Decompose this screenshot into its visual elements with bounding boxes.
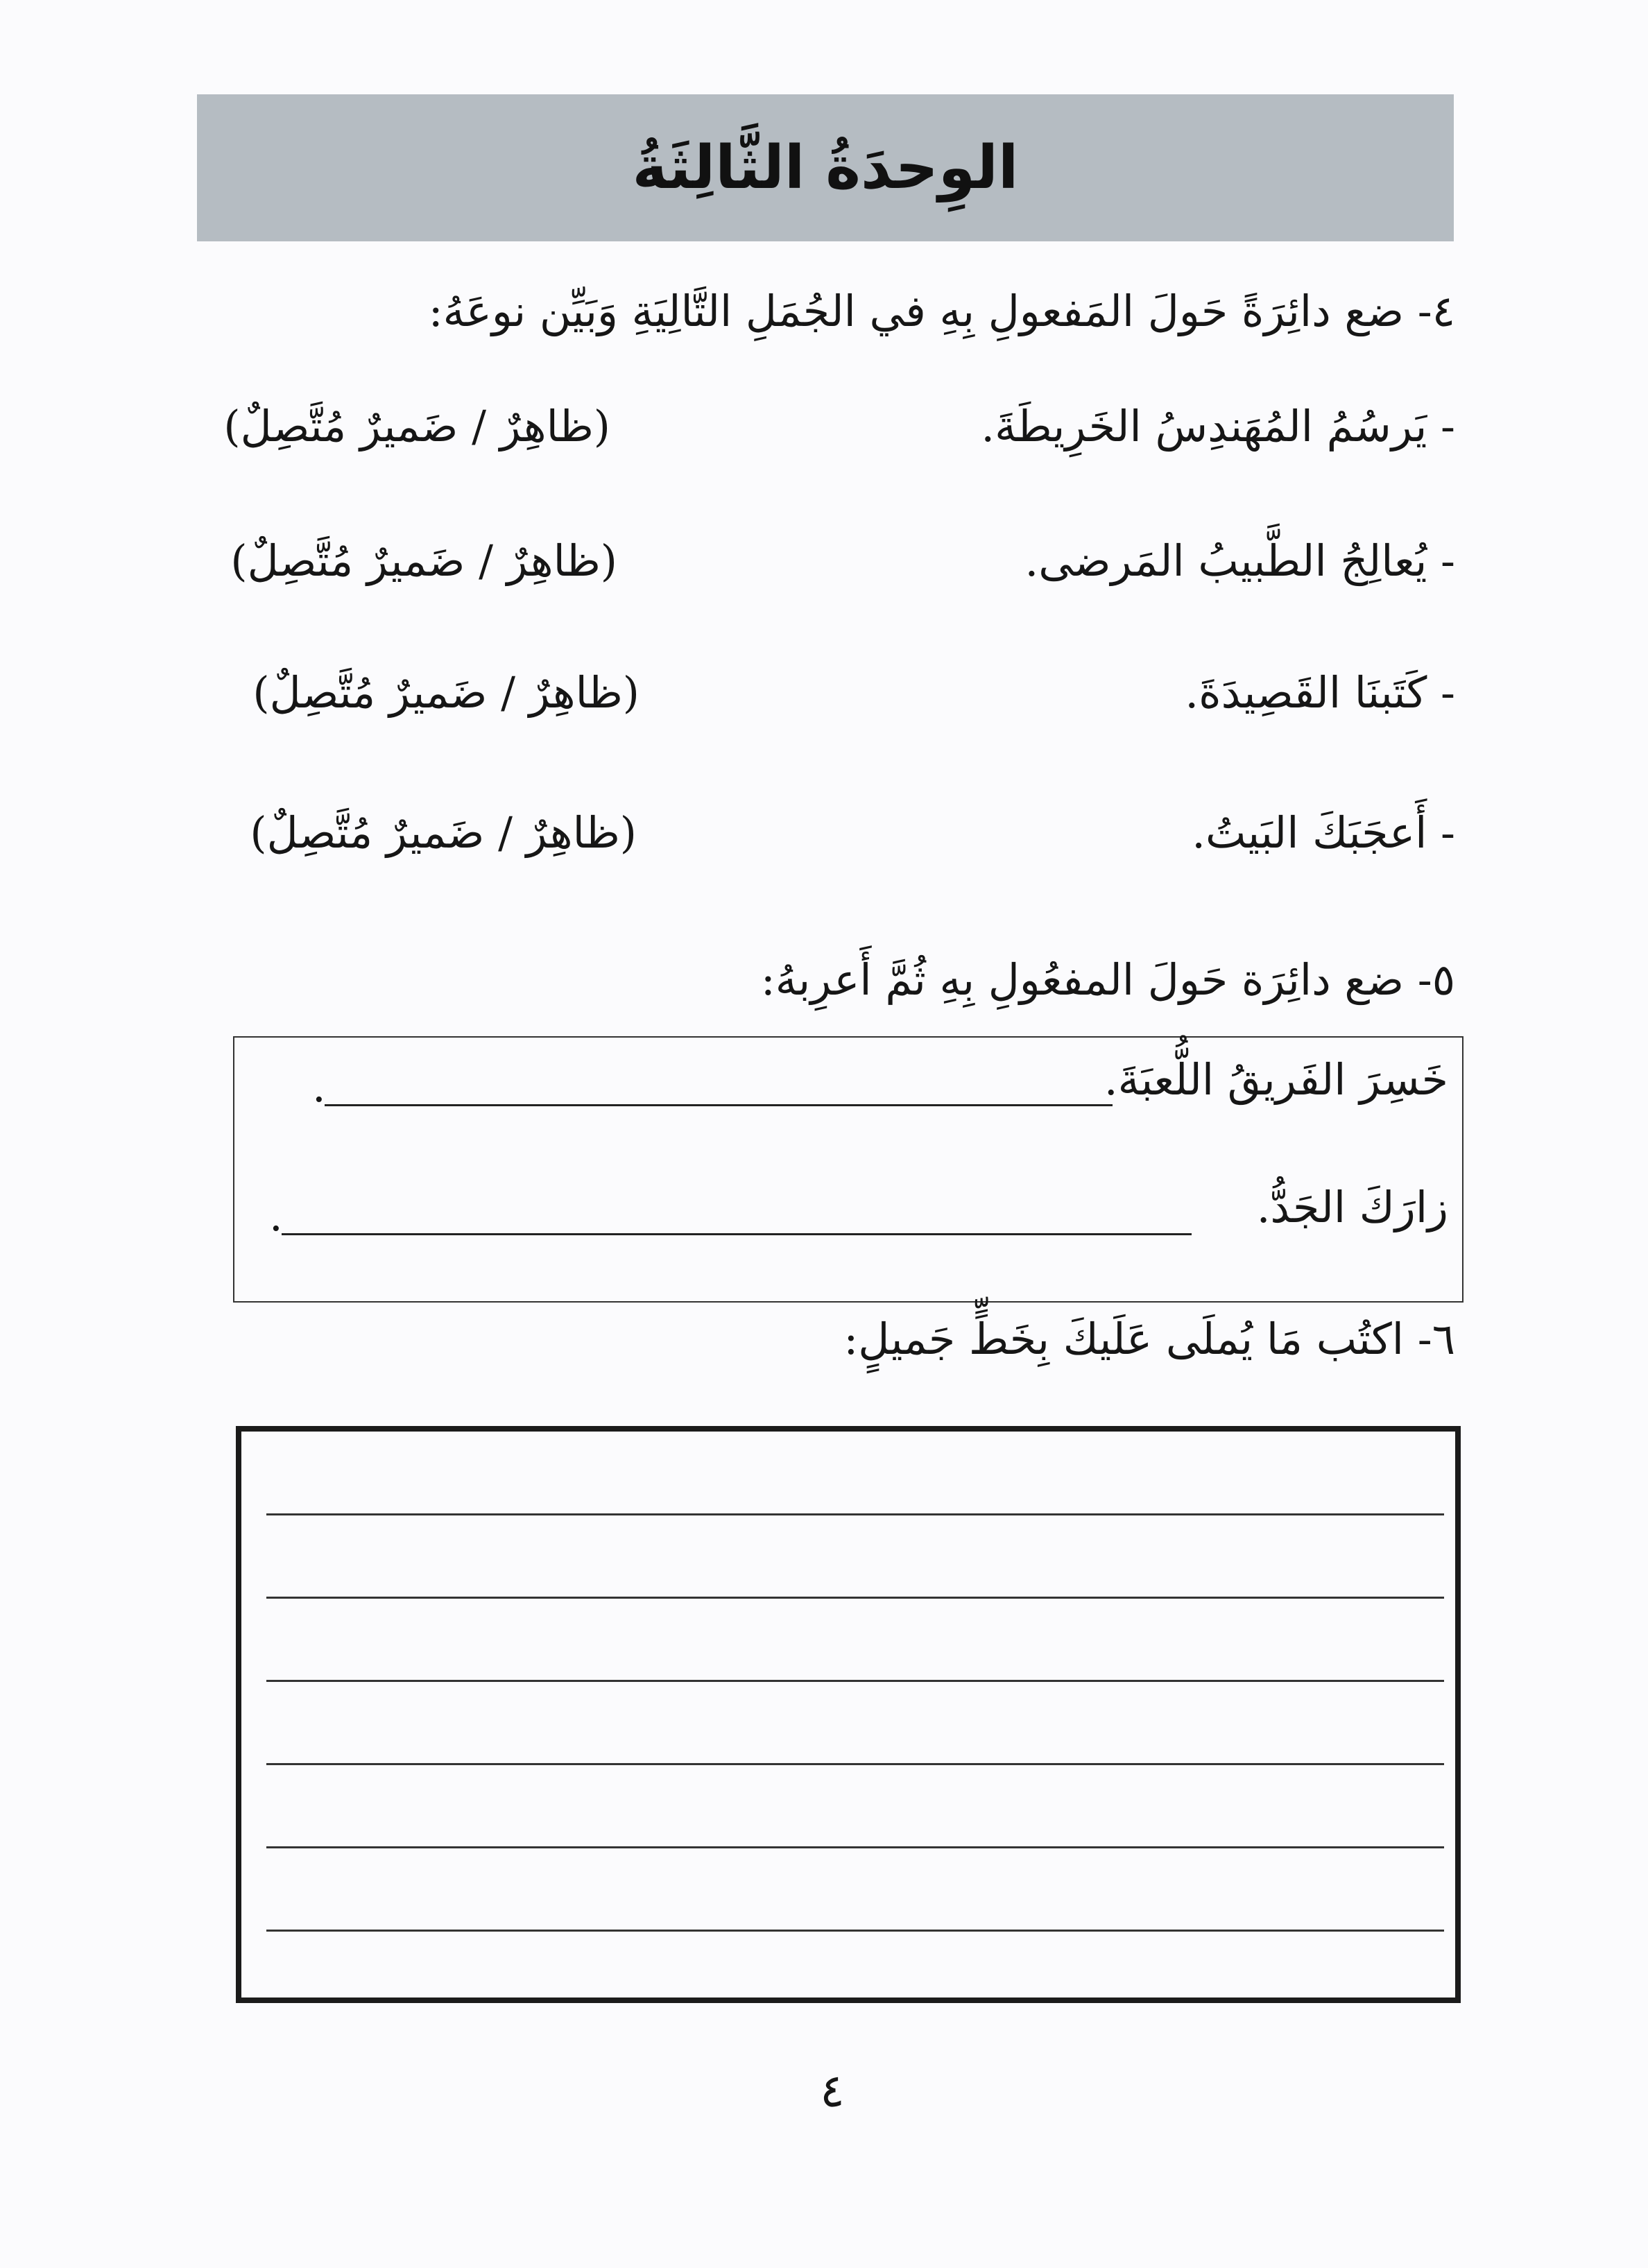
exercise-5-box [233, 1036, 1464, 1303]
exercise-5-end-mark-1: . [312, 1061, 326, 1112]
exercise-4-sentence-3: - كَتَبنَا القَصِيدَةَ. [1185, 667, 1455, 718]
exercise-4-sentence-2: - يُعالِجُ الطَّبيبُ المَرضى. [1024, 535, 1455, 586]
unit-title: الوِحدَةُ الثَّالِثَةُ [632, 133, 1019, 203]
dictation-line[interactable] [266, 1513, 1444, 1515]
dictation-line[interactable] [266, 1763, 1444, 1765]
exercise-5-end-mark-2: . [269, 1190, 283, 1241]
exercise-4-instruction: ٤- ضع دائِرَةً حَولَ المَفعولِ بِهِ في الجُمَلِ التَّالِيَةِ وَبَيِّن نوعَهُ: [428, 286, 1455, 336]
exercise-4-options-2: (ظاهِرٌ / ضَميرٌ مُتَّصِلٌ) [230, 535, 617, 586]
exercise-4-options-4: (ظاهِرٌ / ضَميرٌ مُتَّصِلٌ) [250, 807, 637, 858]
dictation-line[interactable] [266, 1846, 1444, 1848]
dictation-line[interactable] [266, 1597, 1444, 1599]
exercise-6-instruction: ٦- اكتُب مَا يُملَى عَلَيكَ بِخَطٍّ جَميلٍ: [843, 1314, 1455, 1364]
exercise-5-sentence-1: خَسِرَ الفَريقُ اللُّعبَةَ. [1104, 1054, 1448, 1105]
unit-header [197, 94, 1454, 241]
dictation-box [236, 1426, 1461, 2003]
exercise-4-options-3: (ظاهِرٌ / ضَميرٌ مُتَّصِلٌ) [252, 667, 640, 718]
exercise-4-sentence-1: - يَرسُمُ المُهَندِسُ الخَرِيطَةَ. [981, 401, 1455, 452]
exercise-4-sentence-4: - أَعجَبَكَ البَيتُ. [1192, 807, 1455, 858]
exercise-5-answer-line-1[interactable] [325, 1104, 1113, 1106]
exercise-4-options-1: (ظاهِرٌ / ضَميرٌ مُتَّصِلٌ) [223, 401, 610, 452]
exercise-5-answer-line-2[interactable] [282, 1233, 1192, 1235]
dictation-line[interactable] [266, 1680, 1444, 1682]
page-number: ٤ [820, 2064, 845, 2117]
exercise-5-sentence-2: زارَكَ الجَدُّ. [1256, 1182, 1448, 1232]
dictation-line[interactable] [266, 1930, 1444, 1932]
exercise-5-instruction: ٥- ضع دائِرَة حَولَ المفعُولِ بِهِ ثُمَّ أَعرِبهُ: [760, 954, 1455, 1005]
